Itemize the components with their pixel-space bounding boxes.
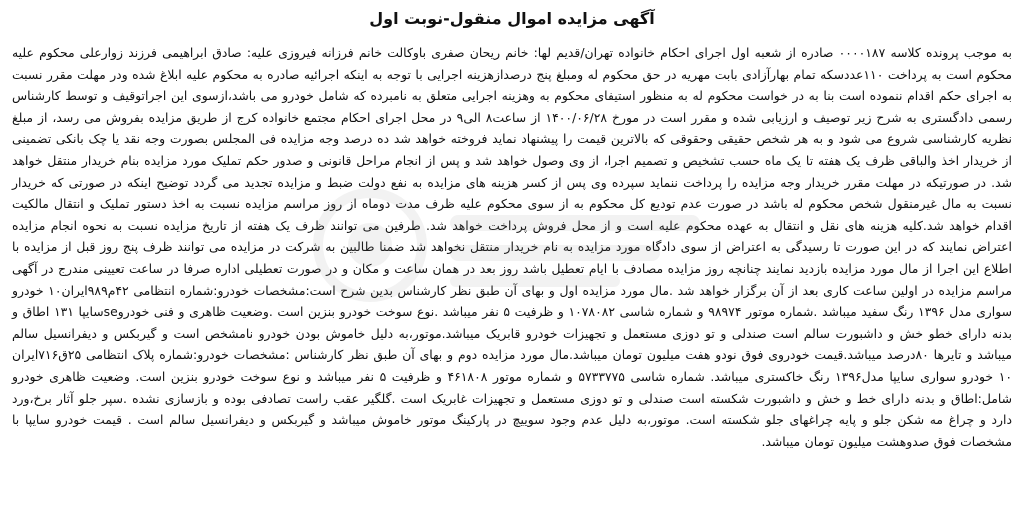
notice-title: آگهی مزایده اموال منقول-نوبت اول: [369, 9, 655, 28]
notice-body: به موجب پرونده کلاسه ۰۰۰۰۱۸۷ صادره از شعبه اول اجرای احکام خانواده تهران/قدیم لها: خانم ریحان صفری باوکالت خانم فرزانه فیروزی علیه: صادق ابراهیمی فرزند زوارعلی محکوم علیه محکوم است به پرداخت ۱۱۰عددسکه تمام بهارآزادی بابت مهریه در حق محکوم له ومبلغ پنج درصدازهزینه اجرایی با توجه به اینکه اجرائیه صادره به محکوم علیه ابلاغ شده ودر مهلت مقرر نسبت به اجرای حکم اقدام ننموده است بنا به در خواست محکوم له به منظور استیفای محکوم به وهزینه اجرایی متعلق به نامبرده که شامل خودرو می باشد،ازسوی این اجراتوقیف و توسط کارشناس رسمی دادگستری به شرح زیر توصیف و ارزیابی شده و مقرر است در مورخ ۱۴۰۰/۰۶/۲۸ از ساعت۸ الی۹ در محل اجرای احکام مجتمع خانواده کرج از طریق مزایده بفروش می رسد، از مبلغ نظریه کارشناسی شروع می شود و به هر شخص حقیقی وحقوقی که بالاترین قیمت را پیشنهاد نماید فروخته خواهد شد ده درصد وجه مزایده فی المجلس بصورت وجه نقد یا چک بانکی تضمینی از خریدار اخذ والباقی ظرف یک هفته تا یک ماه حسب تشخیص و تصمیم اجرا، از وی وصول خواهد شد و پس از انجام مراحل قانونی و صدور حکم تملیک مورد مزایده بنام خریدار منتقل خواهد شد. در صورتیکه در مهلت مقرر خریدار وجه مزایده را پرداخت ننماید سپرده وی پس از کسر هزینه های مزایده به نفع دولت ضبط و مزایده تجدید می گردد توضیح اینکه در صورتی که خریدار نسبت به مال غیرمنقول شخص محکوم له باشد در صورت عدم تودیع کل محکوم به از سوی محکوم علیه ظرف مدت دوماه از روز مراسم مزایده نسبت به اخذ دستور تملیک و انتقال مالکیت اقدام خواهد شد.کلیه هزینه های نقل و انتقال به عهده محکوم علیه است و از محل فروش پرداخت خواهد شد. طرفین می توانند ظرف یک هفته از تاریخ مزایده نسبت به نحوه انجام مزایده اعتراض نمایند که در این صورت تا رسیدگی به اعتراض از سوی دادگاه مورد مزایده به نام خریدار منتقل نخواهد شد ضمنا طالبین به شرکت در مزایده می توانند ظرف پنج روز قبل از مزایده با اطلاع این اجرا از مال مورد مزایده بازدید نمایند چنانچه روز مزایده مصادف با ایام تعطیل باشد روز بعد در همان ساعت و مکان و در صورت تعطیلی اداره صرفا در ساعت تعیینی مندرج در آگهی مراسم مزایده در اولین ساعت کاری بعد از آن برگزار خواهد شد .مال مورد مزایده اول و بهای آن طبق نظر کارشناس بدین شرح است:مشخصات خودرو:شماره انتظامی ۴۲م۹۸۹ایران۱۰ خودرو سواری مدل ۱۳۹۶ رنگ سفید میباشد .شماره موتور ۹۸۹۷۴ و شماره شاسی ۱۰۷۸۰۸۲ و ظرفیت ۵ نفر میباشد .نوع سوخت خودرو بنزین است .وضعیت ظاهری و فنی خودروseسایپا ۱۳۱ اطاق و بدنه دارای خطو خش و داشبورت سالم است صندلی و تو دوزی مستعمل و تجهیزات خودرو قابریک میباشد.موتور،به دلیل خاموش بودن خودرو نامشخص است و گیربکس و دیفرانسیل سالم میباشد و تایرها ۸۰درصد میباشد.قیمت خودروی فوق نودو هفت میلیون تومان میباشد.مال مورد مزایده دوم و بهای آن طبق نظر کارشناس :مشخصات خودرو:شماره پلاک انتظامی ۲۵ق۷۱۶ایران ۱۰ خودرو سواری سایپا مدل۱۳۹۶ رنگ خاکستری میباشد. شماره شاسی ۵۷۳۳۷۷۵ و شماره موتور ۴۶۱۸۰۸ و ظرفیت ۵ نفر میباشد و نوع سوخت خودرو بنزین است. وضعیت ظاهری خودرو شامل:اطاق و بدنه دارای خط و خش و داشبورت شکسته است صندلی و تو دوزی مستعمل و تجهیزات غابریک است .گلگیر عقب راست تصادفی بوده و بازسازی نشده .سپر جلو آثار برخ،ورد دارد و چراغ مه شکن جلو و پایه چراغهای جلو شکسته است. موتور،به دلیل عدم وجود سوییچ در پارکینگ موتور خاموش میباشد و گیربکس و دیفرانسیل سالم است . قیمت خودرو سایپا با مشخصات فوق صدوهشت میلیون تومان میباشد.: [12, 45, 1013, 449]
